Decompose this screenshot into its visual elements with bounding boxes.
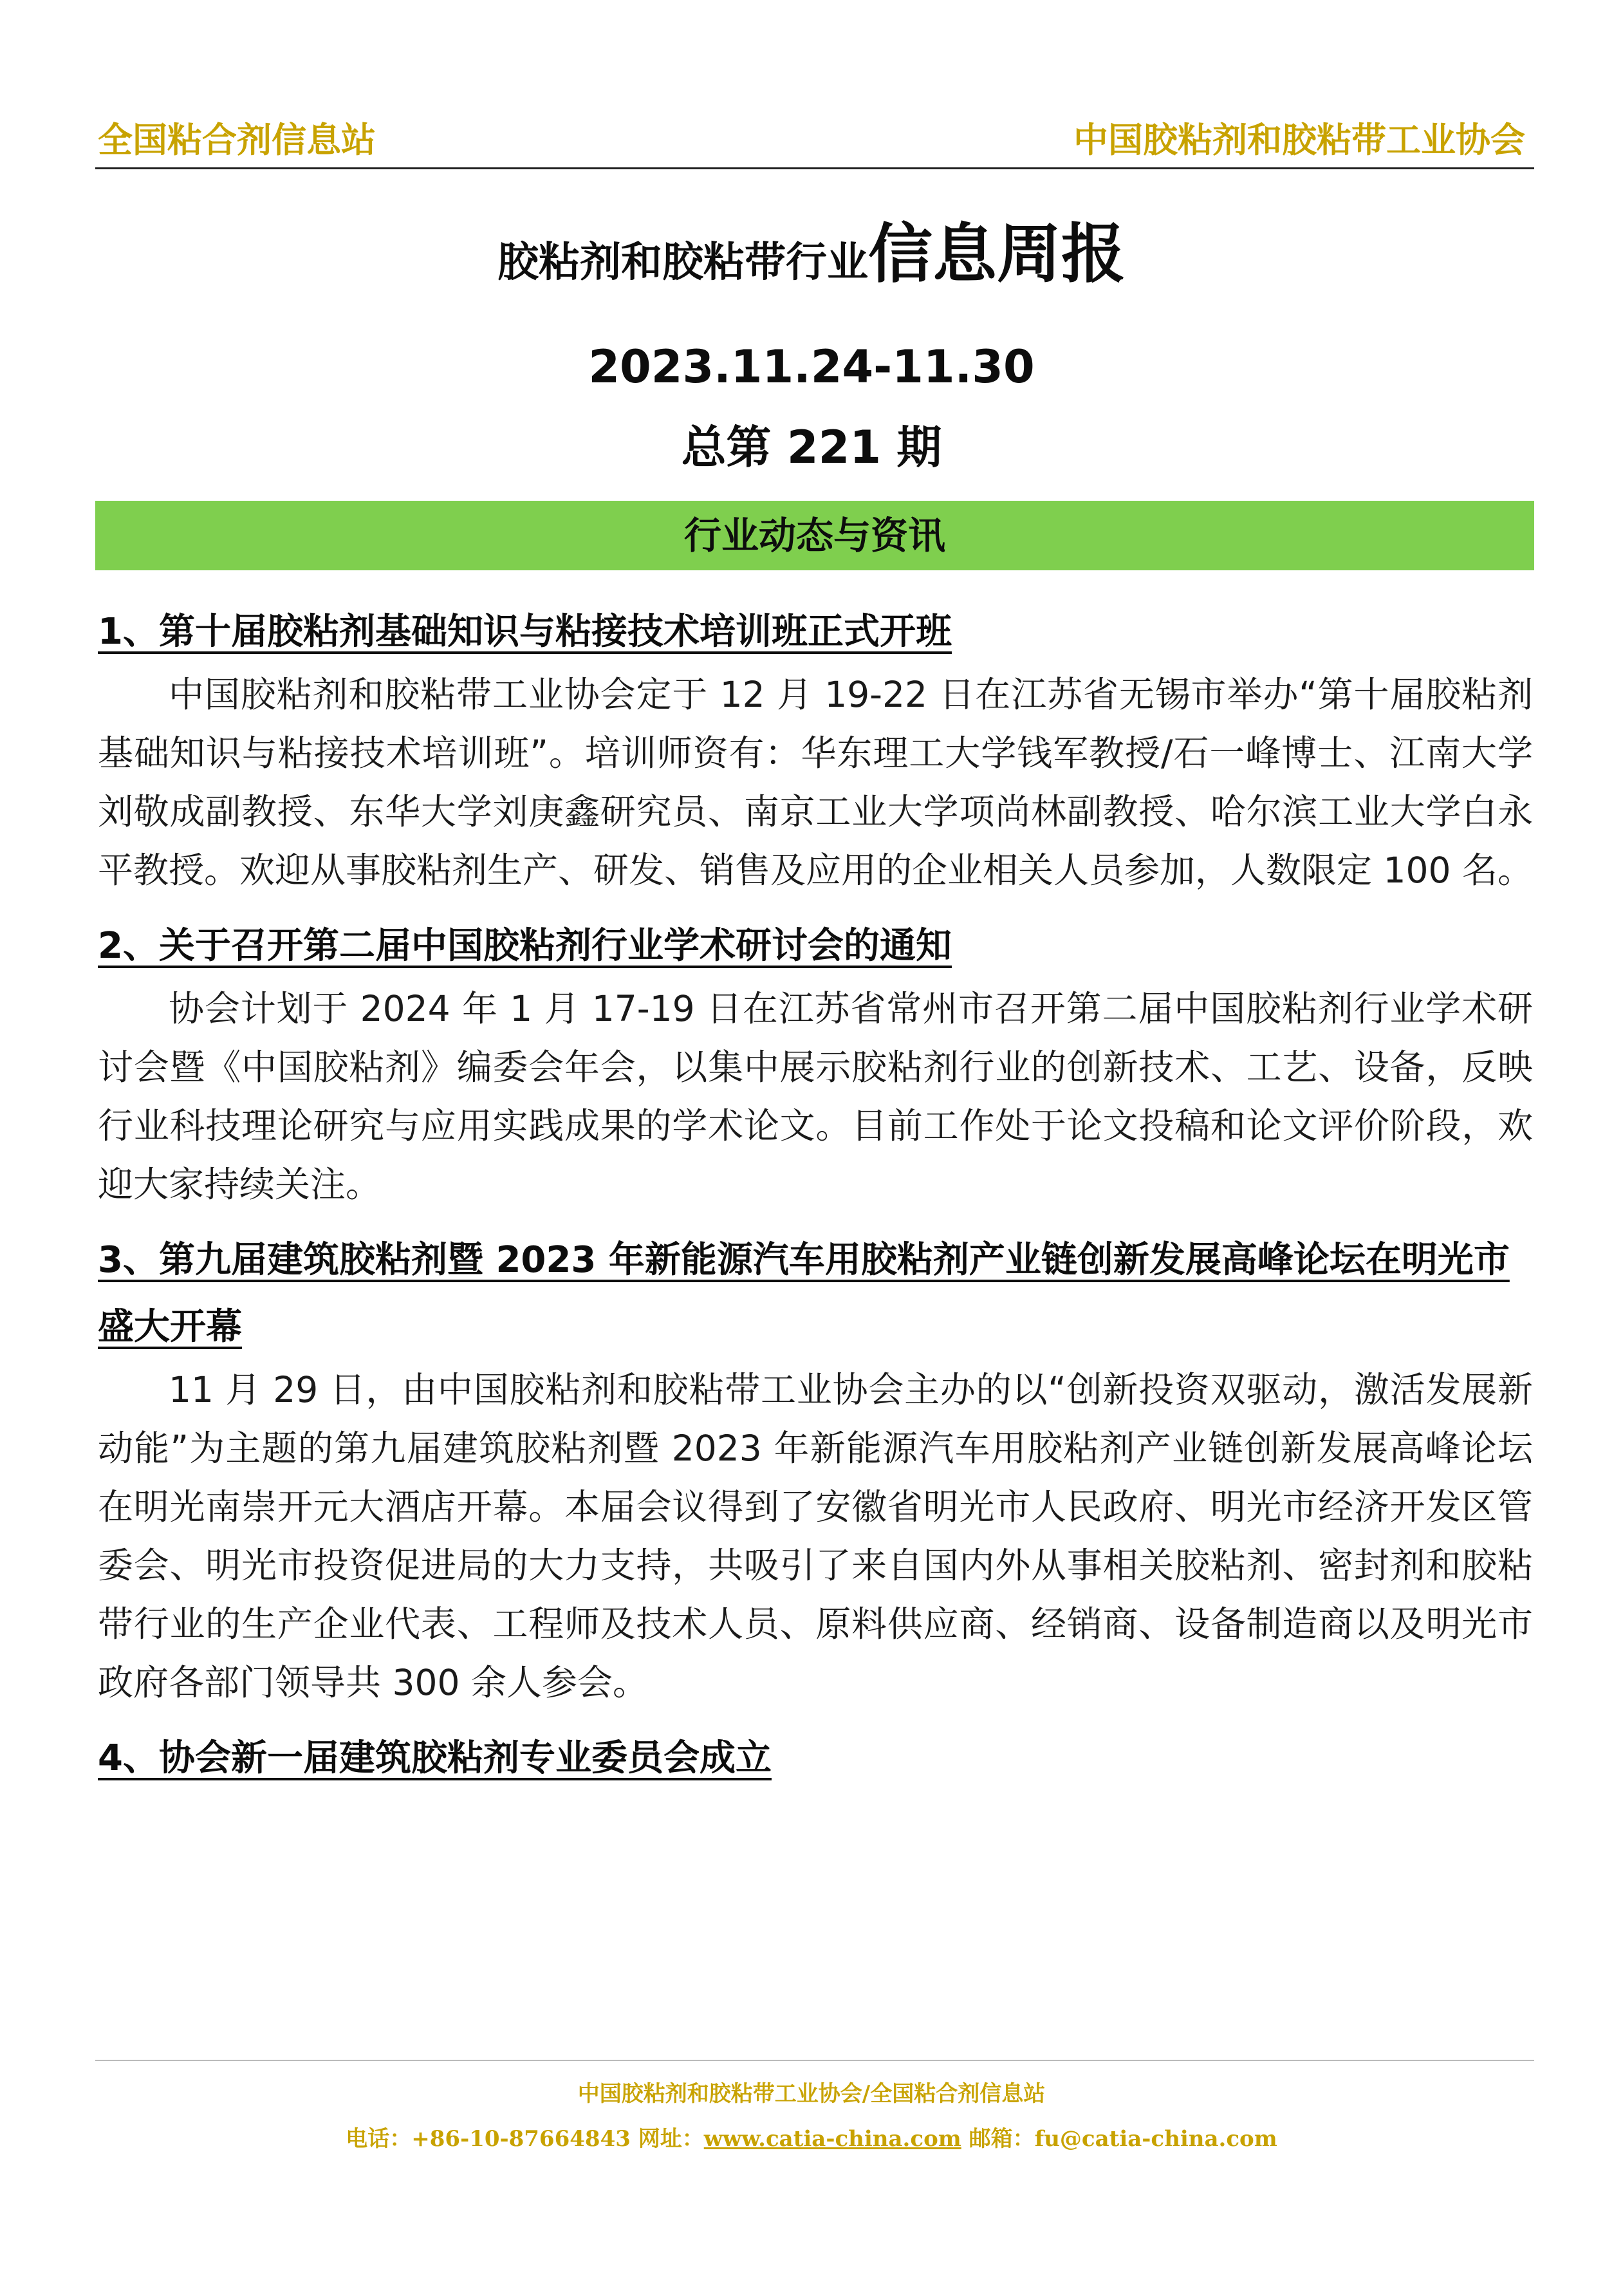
article-body: 中国胶粘剂和胶粘带工业协会定于 12 月 19-22 日在江苏省无锡市举办“第十届胶粘剂基础知识与粘接技术培训班”。培训师资有：华东理工大学钱军教授/石一峰博士、江南大学刘敬成副教授、东华大学刘庚鑫研究员、南京工业大学项尚林副教授、哈尔滨工业大学白永平教授。欢迎从事胶粘剂生产、研发、销售及应用的企业相关人员参加，人数限定 100 名。 xyxy=(98,674,1533,891)
section-banner: 行业动态与资讯 xyxy=(95,501,1534,570)
article-list xyxy=(98,599,1533,1802)
report-title xyxy=(0,209,1623,318)
article-heading: 2、关于召开第二届中国胶粘剂行业学术研讨会的通知 xyxy=(98,925,952,967)
header-divider xyxy=(95,167,1534,169)
footer-organization: 中国胶粘剂和胶粘带工业协会/全国粘合剂信息站 xyxy=(577,2081,1046,2107)
footer-phone: +86-10-87664843 xyxy=(411,2126,631,2152)
article-heading: 3、第九届建筑胶粘剂暨 2023 年新能源汽车用胶粘剂产业链创新发展高峰论坛在明光市盛大开幕 xyxy=(98,1239,1510,1348)
article-body: 11 月 29 日，由中国胶粘剂和胶粘带工业协会主办的以“创新投资双驱动，激活发展新动能”为主题的第九届建筑胶粘剂暨 2023 年新能源汽车用胶粘剂产业链创新发展高峰论坛在明光南崇开元大酒店开幕。本届会议得到了安徽省明光市人民政府、明光市经济开发区管委会、明光市投资促进局的大力支持，共吸引了来自国内外从事相关胶粘剂、密封剂和胶粘带行业的生产企业代表、工程师及技术人员、原料供应商、经销商、设备制造商以及明光市政府各部门领导共 300 余人参会。 xyxy=(98,1369,1533,1703)
report-date: 2023.11.24-11.30 xyxy=(588,341,1035,393)
footer-divider xyxy=(95,2060,1534,2061)
footer-email[interactable]: fu@catia-china.com xyxy=(1034,2126,1277,2152)
footer-email-label: 邮箱： xyxy=(961,2126,1035,2152)
report-title-main: 信息周报 xyxy=(868,216,1126,292)
article-heading: 1、第十届胶粘剂基础知识与粘接技术培训班正式开班 xyxy=(98,611,952,653)
header-right-title: 中国胶粘剂和胶粘带工业协会 xyxy=(1073,120,1525,160)
footer-phone-label: 电话： xyxy=(346,2126,412,2152)
article-item xyxy=(98,1227,1533,1712)
article-heading: 4、协会新一届建筑胶粘剂专业委员会成立 xyxy=(98,1737,772,1779)
report-title-prefix: 胶粘剂和胶粘带行业 xyxy=(497,239,868,286)
footer-website-link[interactable]: www.catia-china.com xyxy=(703,2126,961,2152)
header-left-title: 全国粘合剂信息站 xyxy=(98,120,376,160)
article-item xyxy=(98,1725,1533,1792)
article-body: 协会计划于 2024 年 1 月 17-19 日在江苏省常州市召开第二届中国胶粘剂行业学术研讨会暨《中国胶粘剂》编委会年会，以集中展示胶粘剂行业的创新技术、工艺、设备，反映行业科技理论研究与应用实践成果的学术论文。目前工作处于论文投稿和论文评价阶段，欢迎大家持续关注。 xyxy=(98,988,1533,1205)
article-item xyxy=(98,913,1533,1214)
report-issue-number: 总第 221 期 xyxy=(681,421,942,474)
article-item xyxy=(98,599,1533,900)
footer-contact xyxy=(0,2123,1623,2155)
footer-web-label: 网址： xyxy=(630,2126,704,2152)
